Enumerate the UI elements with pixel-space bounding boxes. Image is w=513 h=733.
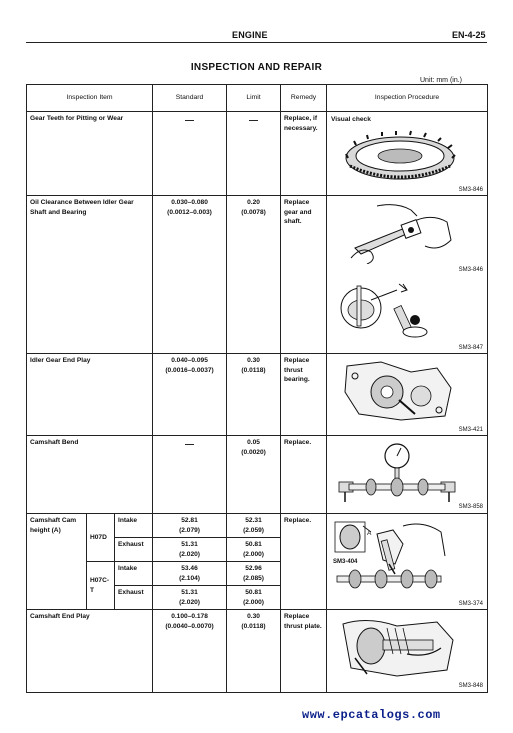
remedy-cam-height: Replace. [281, 514, 327, 610]
standard-value-inch: (2.020) [179, 550, 200, 558]
limit-value-inch: (0.0078) [241, 208, 266, 216]
standard-value-inch: (2.020) [179, 598, 200, 606]
limit-camshaft-bend [227, 436, 281, 514]
limit-value-inch: (0.0118) [241, 622, 266, 630]
limit-idler-end-play [227, 354, 281, 436]
procedure-camshaft-bend [327, 436, 488, 514]
standard-camshaft-end-play [153, 610, 227, 693]
standard-camshaft-bend: — [153, 436, 227, 514]
remedy-idler-end-play: Replace thrust bearing. [281, 354, 327, 436]
cam-standard [153, 586, 227, 610]
limit-value: 0.30 [247, 613, 260, 621]
col-header-limit: Limit [227, 85, 281, 112]
page-number: EN-4-25 [452, 30, 486, 40]
standard-gear-teeth: — [153, 112, 227, 196]
standard-value-inch: (0.0012–0.003) [167, 208, 212, 216]
limit-value: 0.05 [247, 439, 260, 446]
inspection-table [26, 84, 488, 693]
standard-value: 51.31 [181, 541, 198, 549]
limit-gear-teeth: — [227, 112, 281, 196]
item-camshaft-bend: Camshaft Bend [27, 436, 153, 514]
limit-camshaft-end-play [227, 610, 281, 693]
cam-standard [153, 514, 227, 538]
limit-value: 52.96 [245, 565, 262, 573]
cam-line-label: Exhaust [115, 586, 153, 610]
limit-value: 0.20 [247, 199, 260, 206]
cam-limit [227, 514, 281, 538]
micrometer-figure [347, 200, 459, 264]
procedure-idler-end-play [327, 354, 488, 436]
engine-model-h07d: H07D [87, 514, 115, 562]
table-row [27, 514, 488, 538]
figure-caption: SM3-421 [458, 427, 484, 433]
procedure-oil-clearance [327, 196, 488, 354]
standard-value: 53.46 [181, 565, 198, 573]
gear-figure [341, 126, 459, 182]
bore-gauge-figure [337, 280, 447, 342]
item-oil-clearance: Oil Clearance Between Idler Gear Shaft and Bearing [27, 196, 153, 354]
limit-value-inch: (0.0118) [241, 366, 266, 374]
procedure-visual-check: Visual check [331, 116, 371, 123]
table-row [27, 354, 488, 436]
item-gear-teeth: Gear Teeth for Pitting or Wear [27, 112, 153, 196]
gear-case-figure [341, 358, 457, 424]
figure-caption: SM3-848 [458, 683, 484, 690]
item-camshaft-end-play: Camshaft End Play [27, 610, 153, 693]
cam-standard [153, 562, 227, 586]
standard-oil-clearance [153, 196, 227, 354]
feeler-gauge-figure [337, 614, 459, 680]
figure-caption: SM3-858 [458, 504, 484, 510]
standard-value: 52.81 [181, 517, 198, 524]
standard-value-inch: (0.0040–0.0070) [165, 622, 214, 630]
cam-line-label: Intake [115, 562, 153, 586]
remedy-camshaft-end-play: Replace thrust plate. [281, 610, 327, 693]
figure-caption: SM3-847 [458, 345, 484, 351]
table-header-row [27, 85, 488, 112]
dial-gauge-figure [335, 440, 459, 504]
limit-oil-clearance [227, 196, 281, 354]
standard-value-inch: (2.104) [179, 574, 200, 582]
figure-caption: SM3-846 [458, 267, 484, 273]
header-rule [26, 42, 487, 43]
remedy-gear-teeth: Replace, if necessary. [281, 112, 327, 196]
page-title: INSPECTION AND REPAIR [190, 62, 323, 73]
standard-value: 51.31 [181, 589, 198, 597]
procedure-gear-teeth [327, 112, 488, 196]
unit-note: Unit: mm (in.) [420, 77, 462, 84]
cam-standard [153, 538, 227, 562]
engine-model-h07c-t: H07C-T [87, 562, 115, 610]
col-header-remedy: Remedy [281, 85, 327, 112]
limit-value-inch: (2.000) [243, 550, 264, 558]
table-row [27, 436, 488, 514]
table-row [27, 610, 488, 693]
remedy-oil-clearance: Replace gear and shaft. [281, 196, 327, 354]
table-row [27, 112, 488, 196]
figure-caption: SM3-404 [333, 559, 358, 565]
item-cam-height: Camshaft Cam height (A) [27, 514, 87, 610]
limit-value-inch: (2.000) [243, 598, 264, 606]
figure-caption: SM3-846 [458, 187, 484, 193]
remedy-camshaft-bend: Replace. [281, 436, 327, 514]
col-header-standard: Standard [153, 85, 227, 112]
standard-value: 0.040–0.095 [171, 357, 208, 364]
procedure-camshaft-end-play [327, 610, 488, 693]
standard-value-inch: (0.0016–0.0037) [165, 366, 214, 374]
watermark: www.epcatalogs.com [302, 708, 441, 722]
standard-idler-end-play [153, 354, 227, 436]
standard-value: 0.030–0.080 [171, 199, 208, 206]
figure-label-a: A [367, 530, 372, 537]
cam-limit [227, 562, 281, 586]
limit-value-inch: (2.085) [243, 574, 264, 582]
limit-value: 0.30 [247, 357, 260, 364]
cam-line-label: Intake [115, 514, 153, 538]
standard-value: 0.100–0.178 [171, 613, 208, 621]
section-title: ENGINE [232, 30, 268, 40]
limit-value: 50.81 [245, 541, 262, 549]
cam-limit [227, 538, 281, 562]
limit-value-inch: (2.059) [243, 526, 264, 534]
procedure-cam-height [327, 514, 488, 610]
limit-value-inch: (0.0020) [241, 448, 266, 456]
table-row [27, 196, 488, 354]
limit-value: 52.31 [245, 517, 262, 524]
figure-caption: SM3-374 [458, 601, 484, 607]
cam-line-label: Exhaust [115, 538, 153, 562]
col-header-procedure: Inspection Procedure [327, 85, 488, 112]
cam-limit [227, 586, 281, 610]
limit-value: 50.81 [245, 589, 262, 597]
standard-value-inch: (2.079) [179, 526, 200, 534]
col-header-item: Inspection Item [27, 85, 153, 112]
item-idler-end-play: Idler Gear End Play [27, 354, 153, 436]
